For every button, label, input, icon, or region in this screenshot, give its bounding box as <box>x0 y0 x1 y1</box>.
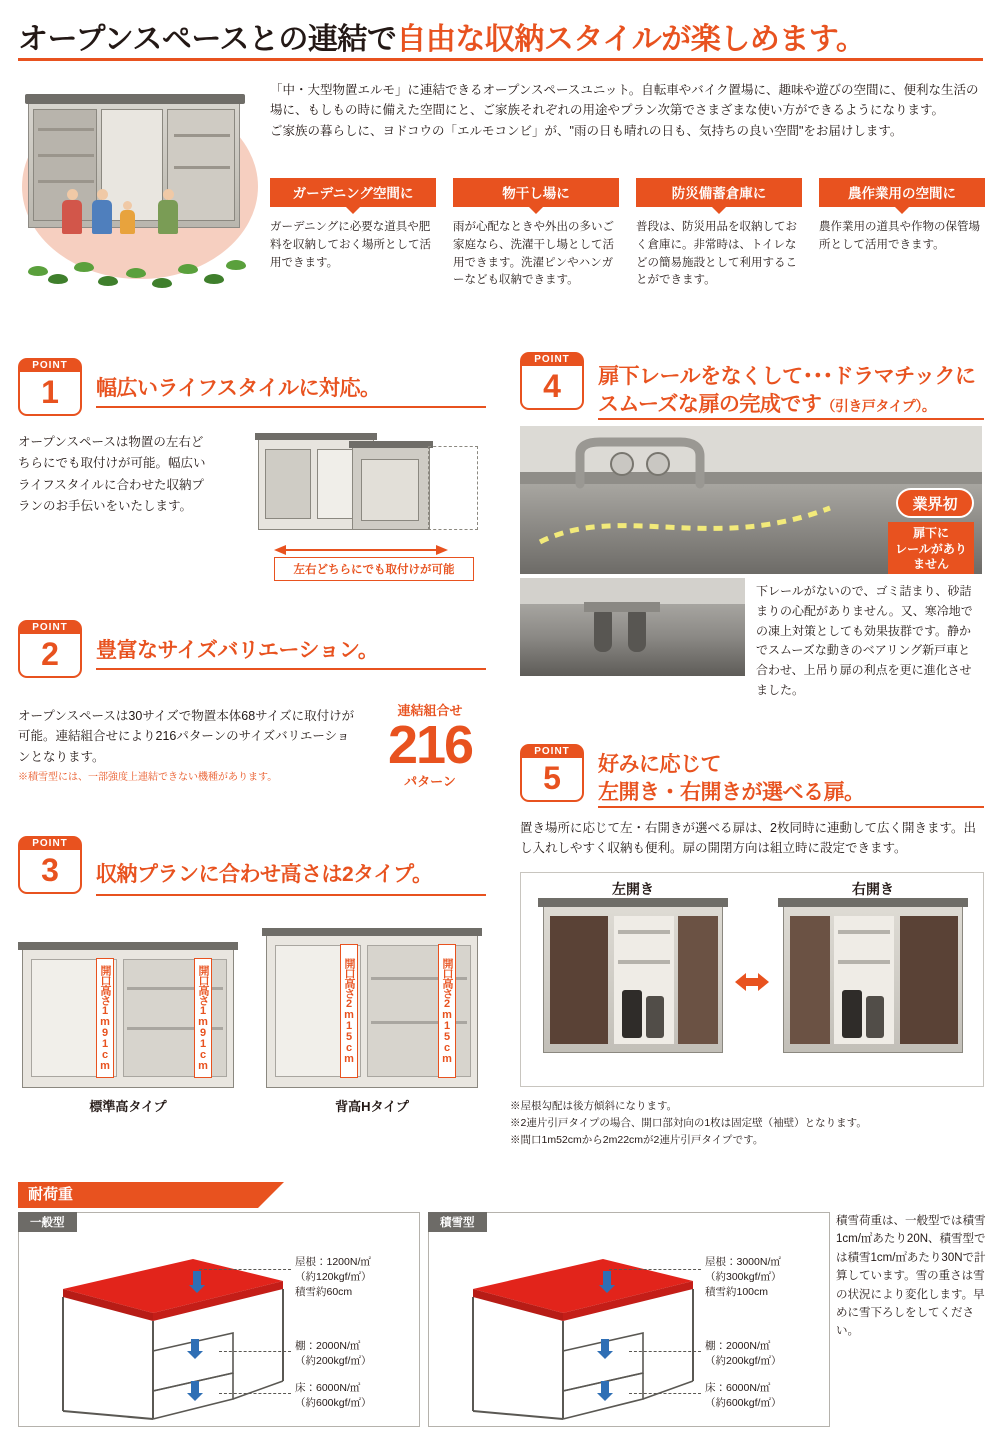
shed-roof <box>262 928 482 936</box>
load-panel-general-tab: 一般型 <box>18 1212 77 1232</box>
point-5-title-line2: 左開き・右開きが選べる扉。 <box>598 781 865 804</box>
p1-dashed-outline <box>428 446 478 530</box>
use-case-desc: 農作業用の道具や作物の保管場所として活用できます。 <box>819 221 980 251</box>
load-capacity-section-header <box>18 1182 982 1208</box>
shed-roof <box>18 942 238 950</box>
page-title <box>18 14 983 58</box>
point-2-title: 豊富なサイズバリエーション。 <box>96 639 379 662</box>
p3-caption-tall: 背高Hタイプ <box>335 1099 409 1114</box>
no-rail-callout-line2: レールがありません <box>895 541 967 572</box>
point-1-underline <box>96 406 486 408</box>
p5-right-open-panel <box>761 873 985 1086</box>
hero-description <box>270 80 982 141</box>
load-diagram-general <box>19 1213 419 1426</box>
point-4-badge <box>520 352 584 412</box>
p5-left-open-panel <box>521 873 745 1086</box>
point-3-title: 収納プランに合わせ高さは2タイプ。 <box>96 863 433 886</box>
industry-first-badge: 業界初 <box>896 488 974 518</box>
point-5-note-3: ※間口1m52cmから2m22cmが2連片引戸タイプです。 <box>510 1133 764 1146</box>
point-4-title-line1: 扉下レールをなくして･･･ドラマチックに <box>598 365 976 388</box>
point-3-badge <box>18 836 82 896</box>
use-case-desc: 雨が心配なときや外出の多いご家庭なら、洗濯干し場として活用できます。洗濯ピンやハンガーなども収納できます。 <box>453 221 614 287</box>
p1-shed-attachment <box>352 446 430 530</box>
point-1-body: オープンスペースは物置の左右どちらにでも取付けが可能。幅広いライフスタイルに合わせた収納プランのお手伝いをいたします。 <box>18 435 206 513</box>
point-4-body: 下レールがないので、ゴミ詰まり、砂詰まりの心配がありません。又、寒冷地での凍上対策としても効果抜群です。静かでスムーズな動きのベアリング新戸車と合わせ、上吊り扉の利点を更に進化させました。 <box>756 584 973 697</box>
load-snow-roof-note <box>705 1255 781 1301</box>
roof-load-kgf: （約120kgf/㎡） <box>295 1271 372 1284</box>
point-4-title-main: スムーズな扉の完成です <box>598 393 822 416</box>
use-case-disaster-stock <box>636 178 802 290</box>
roof-load-kgf: （約300kgf/㎡） <box>705 1271 782 1284</box>
p5-door-left <box>550 916 608 1044</box>
p3-label-standard-right: 開口高さ1m91cm <box>194 958 212 1078</box>
load-snow-shelf-note <box>705 1339 781 1369</box>
p3-caption-standard: 標準高タイプ <box>89 1099 167 1114</box>
point-1-badge <box>18 358 82 418</box>
roof-load-value: 屋根：1200N/㎡ <box>295 1256 371 1268</box>
hero-people-figures <box>62 164 182 234</box>
p5-shed-right <box>783 905 963 1053</box>
shed-roof <box>538 898 728 907</box>
pattern-badge-unit: パターン <box>404 774 456 789</box>
p3-label-standard-left: 開口高さ1m91cm <box>96 958 114 1078</box>
p5-caption-left: 左開き <box>612 881 654 897</box>
point-4-photo-rail-detail <box>520 426 982 574</box>
p5-caption-right: 右開き <box>852 881 894 897</box>
hero-paragraph-2: ご家族の暮らしに、ヨドコウの「エルモコンビ」が、"雨の日も晴れの日も、気持ちの良い空間"をお届けします。 <box>270 123 903 138</box>
no-rail-callout <box>888 522 974 574</box>
shelf-load-kgf: （約200kgf/㎡） <box>295 1355 372 1368</box>
p5-door-right <box>900 916 958 1044</box>
point-2-badge <box>18 620 82 680</box>
point-badge-label: POINT <box>18 358 82 372</box>
p5-shed-left <box>543 905 723 1053</box>
load-capacity-title: 耐荷重 <box>28 1186 74 1203</box>
use-case-desc: ガーデニングに必要な道具や肥料を収納しておく場所として活用できます。 <box>270 221 431 269</box>
point-badge-number: 2 <box>18 634 82 678</box>
load-snow-floor-note <box>705 1381 781 1411</box>
point-4-photo-roller-detail <box>520 578 745 676</box>
pattern-badge-label: 連結組合せ <box>397 703 463 718</box>
point-2-body: オープンスペースは30サイズで物置本体68サイズに取付けが可能。連結組合せにより216パターンのサイズバリエーションとなります。 <box>18 709 355 764</box>
point-3-illustration <box>18 920 488 1135</box>
point-4-title-line2 <box>598 388 988 418</box>
point-4-underline <box>598 418 984 420</box>
point-2-pattern-badge <box>372 700 488 790</box>
point-badge-label: POINT <box>520 352 584 366</box>
use-case-tag: ガーデニング空間に <box>270 178 436 207</box>
p5-swap-arrow-icon <box>735 971 769 993</box>
p3-label-tall-left: 開口高さ2m15cm <box>340 944 358 1078</box>
shed-roof <box>778 898 968 907</box>
load-diagram-snow <box>429 1213 829 1426</box>
p1-left-right-arrow <box>232 544 482 556</box>
point-badge-label: POINT <box>18 620 82 634</box>
hero-foliage <box>22 250 254 296</box>
point-5-note-1: ※屋根勾配は後方傾斜になります。 <box>510 1100 678 1112</box>
roof-snow-depth: 積雪約60cm <box>295 1286 353 1299</box>
point-4-title-small: （引き戸タイプ）。 <box>821 398 936 414</box>
use-case-tag: 物干し場に <box>453 178 619 207</box>
hero-illustration <box>14 72 264 307</box>
no-rail-callout-line1: 扉下に <box>912 526 949 540</box>
load-capacity-note: 積雪荷重は、一般型では積雪1cm/㎡あたり20N、積雪型では積雪1cm/㎡あたり30Nで計算しています。雪の重さは雪の状況により変化します。早めに雪下ろしをしてください。 <box>836 1215 986 1338</box>
point-2-note: ※積雪型には、一部強度上連結できない機種があります。 <box>18 772 278 783</box>
point-1-caption: 左右どちらにでも取付けが可能 <box>274 557 474 581</box>
use-case-gardening <box>270 178 436 272</box>
point-5-underline <box>598 806 984 808</box>
load-panel-snow <box>428 1212 830 1427</box>
shed-roof <box>25 94 245 104</box>
hero-paragraph-1: 「中・大型物置エルモ」に連結できるオープンスペースユニット。自転車やバイク置場に、趣味や遊びの空間に、便利な生活の場に、もしもの時に備えた空間にと、ご家族それぞれの用途やプラン次第でさまざまな使い方ができるようになります。 <box>270 83 979 118</box>
floor-load-kgf: （約600kgf/㎡） <box>705 1397 782 1410</box>
point-badge-number: 3 <box>18 850 82 894</box>
roof-snow-depth: 積雪約100cm <box>705 1286 769 1299</box>
load-general-shelf-note <box>295 1339 371 1369</box>
point-badge-label: POINT <box>18 836 82 850</box>
use-case-farming <box>819 178 985 255</box>
shelf-load-value: 棚：2000N/㎡ <box>705 1340 771 1352</box>
point-badge-number: 1 <box>18 372 82 416</box>
point-5-badge <box>520 744 584 804</box>
p5-door-right-secondary <box>790 916 830 1044</box>
point-5-title-line1: 好みに応じて <box>598 753 721 776</box>
page-title-accent: 自由な収納スタイルが楽しめます。 <box>396 23 866 56</box>
load-general-floor-note <box>295 1381 371 1411</box>
use-case-desc: 普段は、防災用品を収納しておく倉庫に。非常時は、トイレなどの簡易施設として利用することができます。 <box>636 221 797 287</box>
use-case-tag: 農作業用の空間に <box>819 178 985 207</box>
point-3-underline <box>96 894 486 896</box>
point-1-illustration <box>232 424 482 544</box>
use-case-tag: 防災備蓄倉庫に <box>636 178 802 207</box>
point-5-note-2: ※2連片引戸タイプの場合、開口部対向の1枚は固定壁（袖壁）となります。 <box>510 1116 867 1129</box>
load-capacity-title-bar <box>18 1182 258 1208</box>
use-case-laundry <box>453 178 619 290</box>
p5-door-left-secondary <box>678 916 718 1044</box>
load-panel-general <box>18 1212 420 1427</box>
page-title-pre: オープンスペースとの連結で <box>18 23 397 56</box>
load-panel-snow-tab: 積雪型 <box>428 1212 487 1232</box>
point-1-title: 幅広いライフスタイルに対応。 <box>96 377 381 400</box>
title-rule <box>18 58 983 61</box>
point-badge-number: 5 <box>520 758 584 802</box>
point-5-notes <box>510 1098 984 1148</box>
point-5-body: 置き場所に応じて左・右開きが選べる扉は、2枚同時に連動して広く開きます。出し入れしやすく収納も便利。扉の開閉方向は組立時に設定できます。 <box>520 821 976 856</box>
floor-load-kgf: （約600kgf/㎡） <box>295 1397 372 1410</box>
p3-label-tall-right: 開口高さ2m15cm <box>438 944 456 1078</box>
load-general-roof-note <box>295 1255 371 1301</box>
floor-load-value: 床：6000N/㎡ <box>295 1382 361 1394</box>
load-capacity-bar-triangle <box>258 1182 284 1208</box>
point-badge-number: 4 <box>520 366 584 410</box>
pattern-badge-number: 216 <box>387 715 473 775</box>
point-2-underline <box>96 668 486 670</box>
roof-load-value: 屋根：3000N/㎡ <box>705 1256 781 1268</box>
shelf-load-kgf: （約200kgf/㎡） <box>705 1355 782 1368</box>
p5-interior-right <box>834 916 894 1044</box>
floor-load-value: 床：6000N/㎡ <box>705 1382 771 1394</box>
p5-interior-left <box>614 916 674 1044</box>
shelf-load-value: 棚：2000N/㎡ <box>295 1340 361 1352</box>
point-badge-label: POINT <box>520 744 584 758</box>
point-5-illustration <box>520 872 984 1087</box>
